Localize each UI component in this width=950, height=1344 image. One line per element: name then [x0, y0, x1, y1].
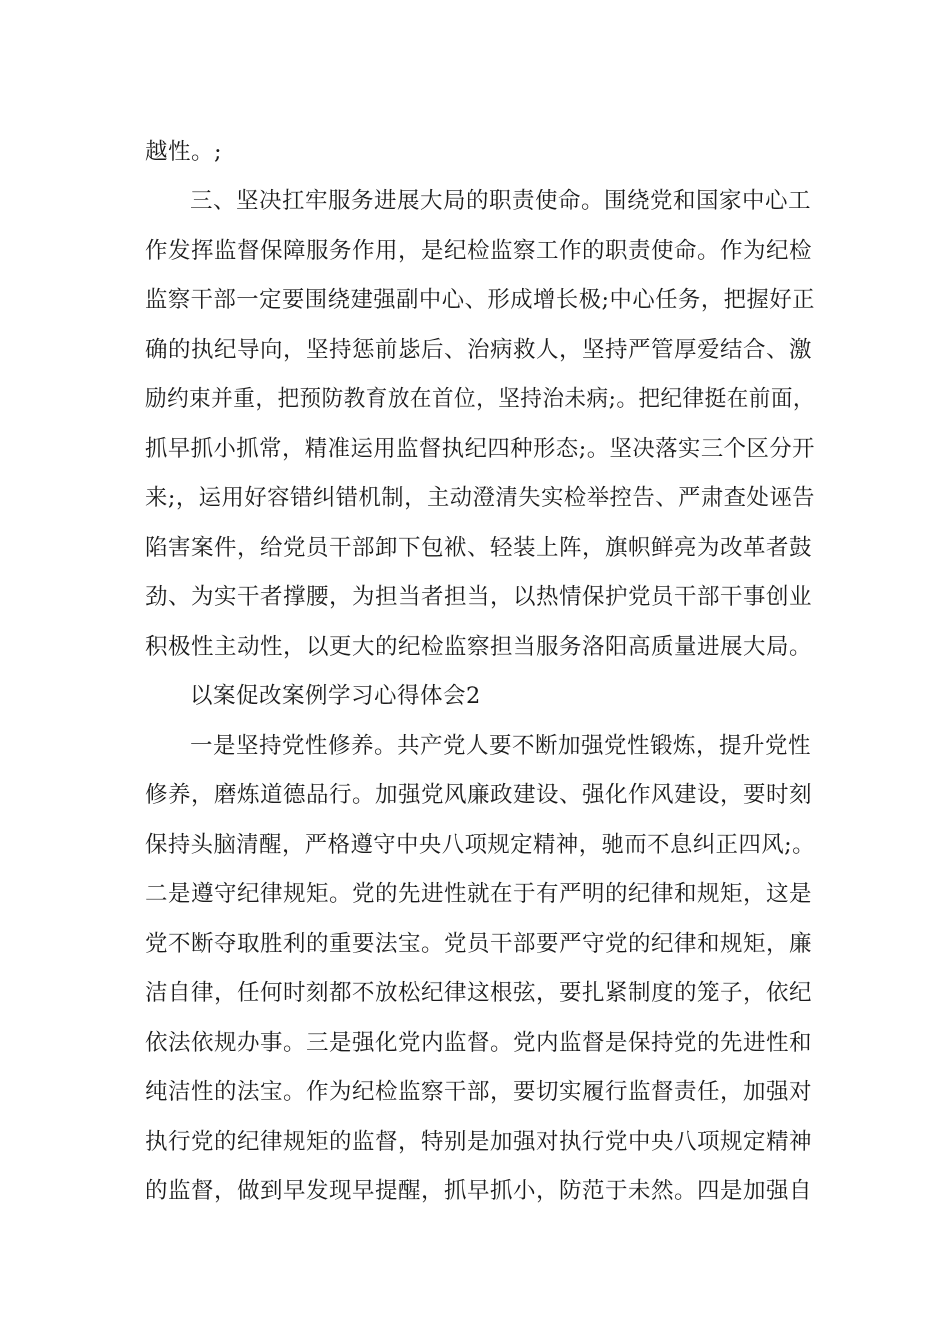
- text-line: 依法依规办事。三是强化党内监督。党内监督是保持党的先进性和: [145, 1030, 813, 1056]
- text-line: 抓早抓小抓常，精准运用监督执纪四种形态;。坚决落实三个区分开: [145, 436, 815, 462]
- text-line: 三、坚决扛牢服务进展大局的职责使命。围绕党和国家中心工: [190, 188, 812, 214]
- text-line: 陷害案件，给党员干部卸下包袱、轻装上阵，旗帜鲜亮为改革者鼓: [145, 535, 813, 561]
- text-line: 洁自律，任何时刻都不放松纪律这根弦，要扎紧制度的笼子，依纪: [145, 980, 813, 1006]
- text-line: 二是遵守纪律规矩。党的先进性就在于有严明的纪律和规矩，这是: [145, 881, 813, 907]
- text-line: 来;，运用好容错纠错机制，主动澄清失实检举控告、严肃查处诬告: [145, 485, 815, 511]
- text-line: 修养，磨炼道德品行。加强党风廉政建设、强化作风建设，要时刻: [145, 782, 813, 808]
- text-line: 励约束并重，把预防教育放在首位，坚持治未病;。把纪律挺在前面，: [145, 386, 815, 412]
- text-line: 的监督，做到早发现早提醒，抓早抓小，防范于未然。四是加强自: [145, 1178, 813, 1204]
- text-line: 监察干部一定要围绕建强副中心、形成增长极;中心任务，把握好正: [145, 287, 815, 313]
- text-line: 确的执纪导向，坚持惩前毖后、治病救人，坚持严管厚爱结合、激: [145, 337, 813, 363]
- text-line: 劲、为实干者撑腰，为担当者担当，以热情保护党员干部干事创业: [145, 584, 813, 610]
- text-line: 一是坚持党性修养。共产党人要不断加强党性锻炼，提升党性: [190, 733, 812, 759]
- text-line: 越性。;: [145, 139, 223, 165]
- text-line: 积极性主动性，以更大的纪检监察担当服务洛阳高质量进展大局。: [145, 634, 813, 660]
- text-line: 纯洁性的法宝。作为纪检监察干部，要切实履行监督责任，加强对: [145, 1079, 813, 1105]
- text-line: 保持头脑清醒，严格遵守中央八项规定精神，驰而不息纠正四风;。: [145, 832, 815, 858]
- section-heading: 以案促改案例学习心得体会2: [190, 683, 481, 709]
- text-line: 作发挥监督保障服务作用，是纪检监察工作的职责使命。作为纪检: [145, 238, 813, 264]
- text-line: 执行党的纪律规矩的监督，特别是加强对执行党中央八项规定精神: [145, 1129, 813, 1155]
- text-line: 党不断夺取胜利的重要法宝。党员干部要严守党的纪律和规矩，廉: [145, 931, 813, 957]
